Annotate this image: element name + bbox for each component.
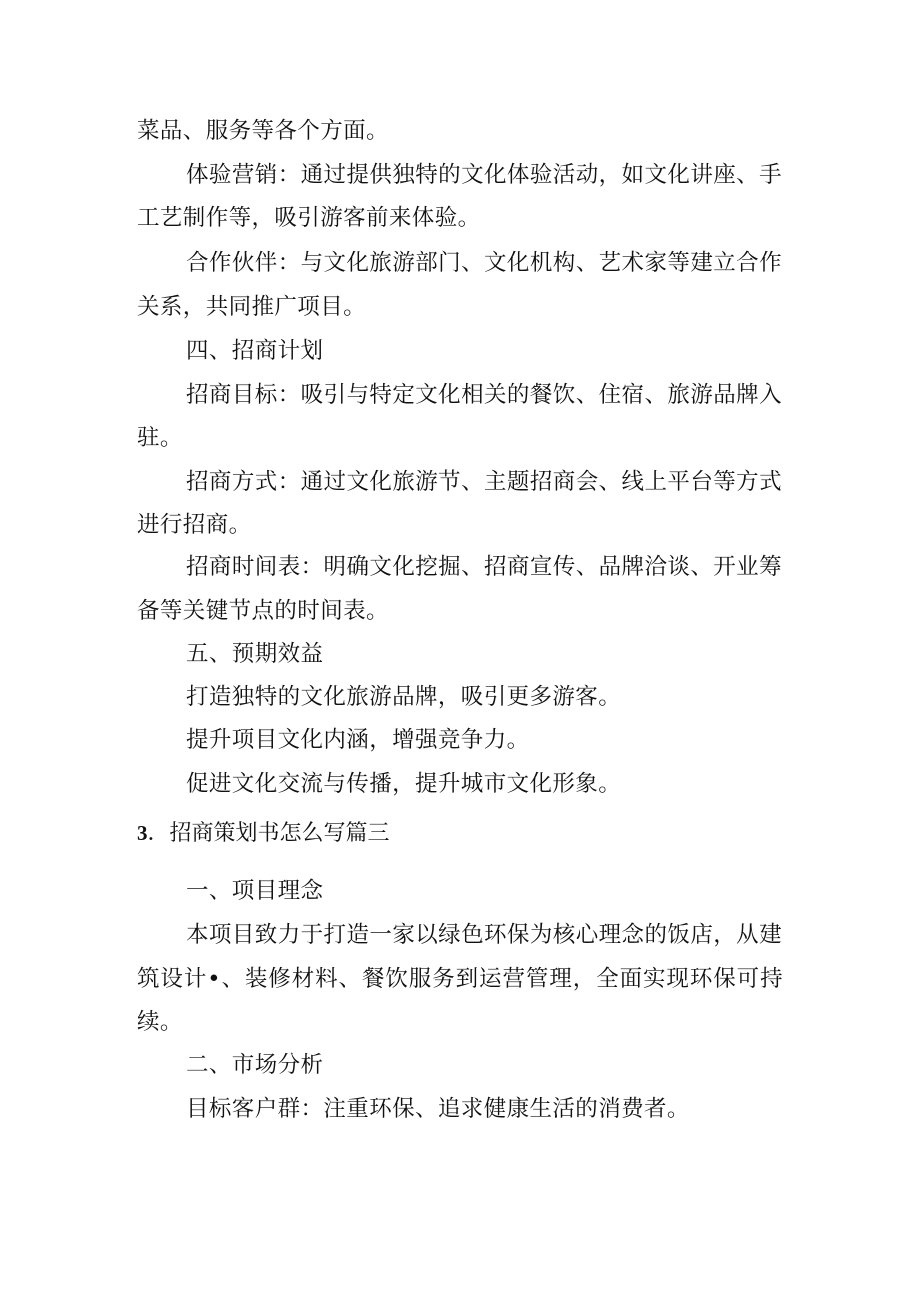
paragraph-line: 体验营销：通过提供独特的文化体验活动，如文化讲座、手 [186, 162, 782, 188]
paragraph-line: 续。 [137, 1009, 183, 1035]
paragraph-line: 招商时间表：明确文化挖掘、招商宣传、品牌洽谈、开业筹 [186, 554, 782, 580]
paragraph-line: 菜品、服务等各个方面。 [137, 118, 389, 144]
chapter-heading [137, 818, 390, 848]
section-heading: 一、项目理念 [186, 878, 324, 904]
paragraph-line: 合作伙伴：与文化旅游部门、文化机构、艺术家等建立合作 [186, 250, 782, 276]
paragraph-line: 关系，共同推广项目。 [137, 294, 367, 320]
section-heading: 五、预期效益 [186, 641, 324, 667]
paragraph-line: 工艺制作等，吸引游客前来体验。 [137, 205, 481, 231]
paragraph-line: 招商目标：吸引与特定文化相关的餐饮、住宿、旅游品牌入 [186, 382, 782, 408]
chapter-number: 3 [137, 821, 148, 845]
section-heading: 四、招商计划 [186, 338, 324, 364]
paragraph-line: 驻。 [137, 425, 183, 451]
paragraph-line: 进行招商。 [137, 512, 252, 538]
paragraph-line: 目标客户群：注重环保、追求健康生活的消费者。 [186, 1096, 690, 1122]
paragraph-line: 打造独特的文化旅游品牌，吸引更多游客。 [186, 684, 622, 710]
paragraph-line: 本项目致力于打造一家以绿色环保为核心理念的饭店，从建 [186, 922, 782, 948]
paragraph-line: 提升项目文化内涵，增强竞争力。 [186, 727, 530, 753]
section-heading: 二、市场分析 [186, 1052, 324, 1078]
chapter-title: ．招商策划书怎么写篇三 [147, 820, 390, 845]
paragraph-line: 招商方式：通过文化旅游节、主题招商会、线上平台等方式 [186, 469, 782, 495]
paragraph-line: 促进文化交流与传播，提升城市文化形象。 [186, 771, 622, 797]
paragraph-line: 备等关键节点的时间表。 [137, 598, 389, 624]
paragraph-line: 筑设计•、装修材料、餐饮服务到运营管理，全面实现环保可持 [137, 966, 783, 992]
